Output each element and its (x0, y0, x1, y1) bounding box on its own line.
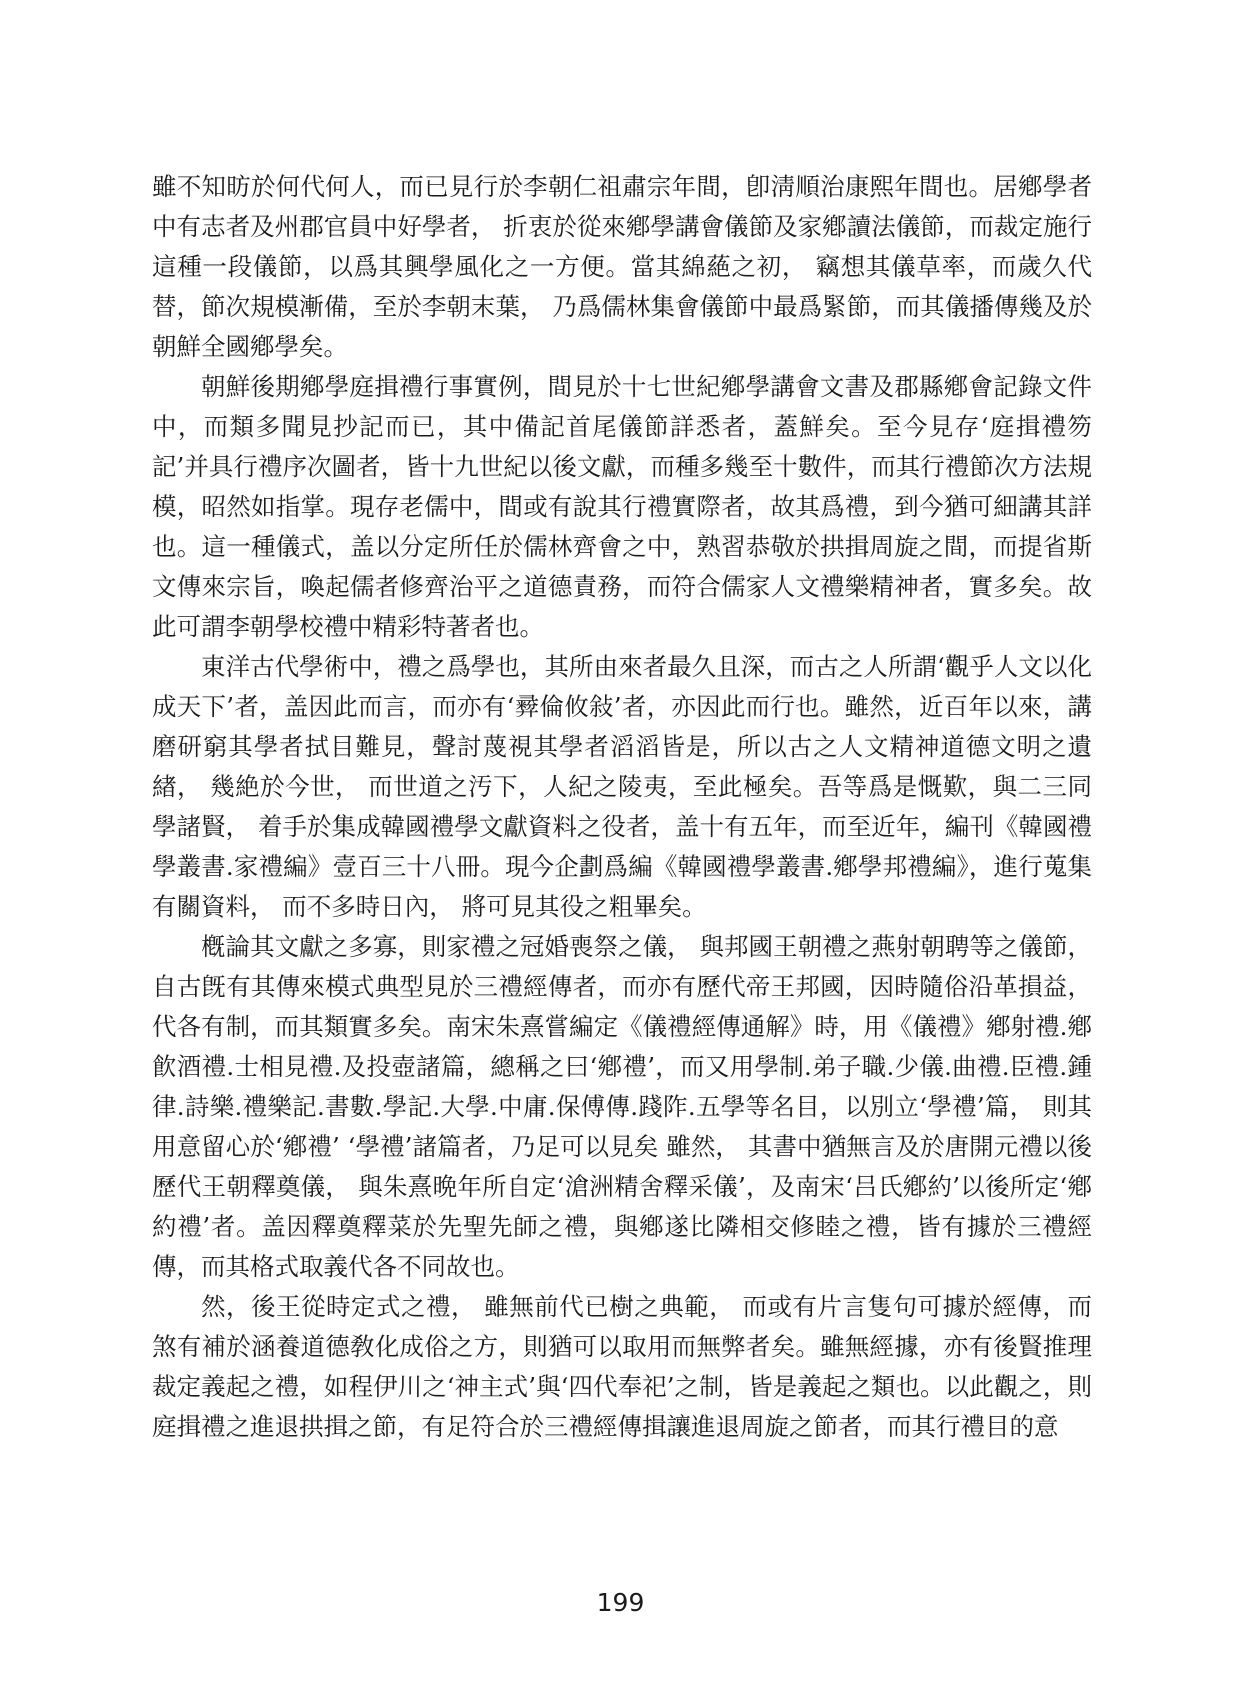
paragraph: 朝鮮後期鄕學庭揖禮行事實例，間見於十七世紀鄕學講會文書及郡縣鄕會記錄文件中，而類多聞見抄記而已，其中備記首尾儀節詳悉者，蓋鮮矣。至今見存‘庭揖禮笏記’并具行禮序次圖者，皆十九世紀以後文獻，而種多幾至十數件，而其行禮節次方法規模，昭然如指掌。現存老儒中，間或有說其行禮實際者，故其爲禮，到今猶可細講其詳也。這一種儀式，盖以分定所任於儒林齊會之中，熟習恭敬於拱揖周旋之間，而提省斯文傳來宗旨，喚起儒者修齊治平之道德責務，而符合儒家人文禮樂精神者，實多矣。故此可謂李朝學校禮中精彩特著者也。 (152, 372, 1092, 641)
paragraph-continuation: 雖不知昉於何代何人，而已見行於李朝仁祖肅宗年間，卽淸順治康熙年間也。居鄕學者中有志者及州郡官員中好學者， 折衷於從來鄕學講會儀節及家鄕讀法儀節，而裁定施行這種一段儀節，以爲其興學風化之一方便。當其綿蕝之初， 竊想其儀草率，而歲久代替，節次規模漸備，至於李朝末葉， 乃爲儒林集會儀節中最爲緊節，而其儀播傳幾及於朝鮮全國鄕學矣。 (152, 172, 1092, 361)
body-text (152, 167, 1092, 1447)
page-number: 199 (596, 1588, 645, 1617)
paragraph: 東洋古代學術中，禮之爲學也，其所由來者最久且深，而古之人所謂‘觀乎人文以化成天下’者，盖因此而言，而亦有‘彛倫攸敍’者，亦因此而行也。雖然，近百年以來，講磨研窮其學者拭目難見，聲討蔑視其學者滔滔皆是，所以古之人文精神道德文明之遺緖， 幾絶於今世， 而世道之汚下，人紀之陵夷，至此極矣。吾等爲是慨歎，與二三同學諸賢， 着手於集成韓國禮學文獻資料之役者，盖十有五年，而至近年，編刊《韓國禮學叢書.家禮編》壹百三十八冊。現今企劃爲編《韓國禮學叢書.鄕學邦禮編》，進行蒐集有關資料， 而不多時日內， 將可見其役之粗畢矣。 (152, 652, 1092, 921)
paragraph: 槪論其文獻之多寡，則家禮之冠婚喪祭之儀， 與邦國王朝禮之燕射朝聘等之儀節，自古旣有其傳來模式典型見於三禮經傳者，而亦有歷代帝王邦國，因時隨俗沿革損益，代各有制，而其類實多矣。南宋朱熹嘗編定《儀禮經傳通解》時，用《儀禮》鄕射禮.鄕飮酒禮.士相見禮.及投壺諸篇，總稱之曰‘鄕禮’，而又用學制.弟子職.少儀.曲禮.臣禮.鍾律.詩樂.禮樂記.書數.學記.大學.中庸.保傅傳.踐阼.五學等名目，以別立‘學禮’篇， 則其用意留心於‘鄕禮’ ‘學禮’諸篇者，乃足可以見矣 雖然， 其書中猶無言及於唐開元禮以後歷代王朝釋奠儀， 與朱熹晩年所自定‘滄洲精舍釋采儀’，及南宋‘吕氏鄕約’以後所定‘鄕約禮’者。盖因釋奠釋菜於先聖先師之禮，與鄕遂比隣相交修睦之禮，皆有據於三禮經傳，而其格式取義代各不同故也。 (152, 932, 1092, 1281)
paragraph: 然，後王從時定式之禮， 雖無前代已樹之典範， 而或有片言隻句可據於經傳，而煞有補於涵養道德敎化成俗之方，則猶可以取用而無弊者矣。雖無經據，亦有後賢推理裁定義起之禮，如程伊川之‘神主式’與‘四代奉祀’之制，皆是義起之類也。以此觀之，則庭揖禮之進退拱揖之節，有足符合於三禮經傳揖讓進退周旋之節者，而其行禮目的意 (152, 1292, 1092, 1441)
